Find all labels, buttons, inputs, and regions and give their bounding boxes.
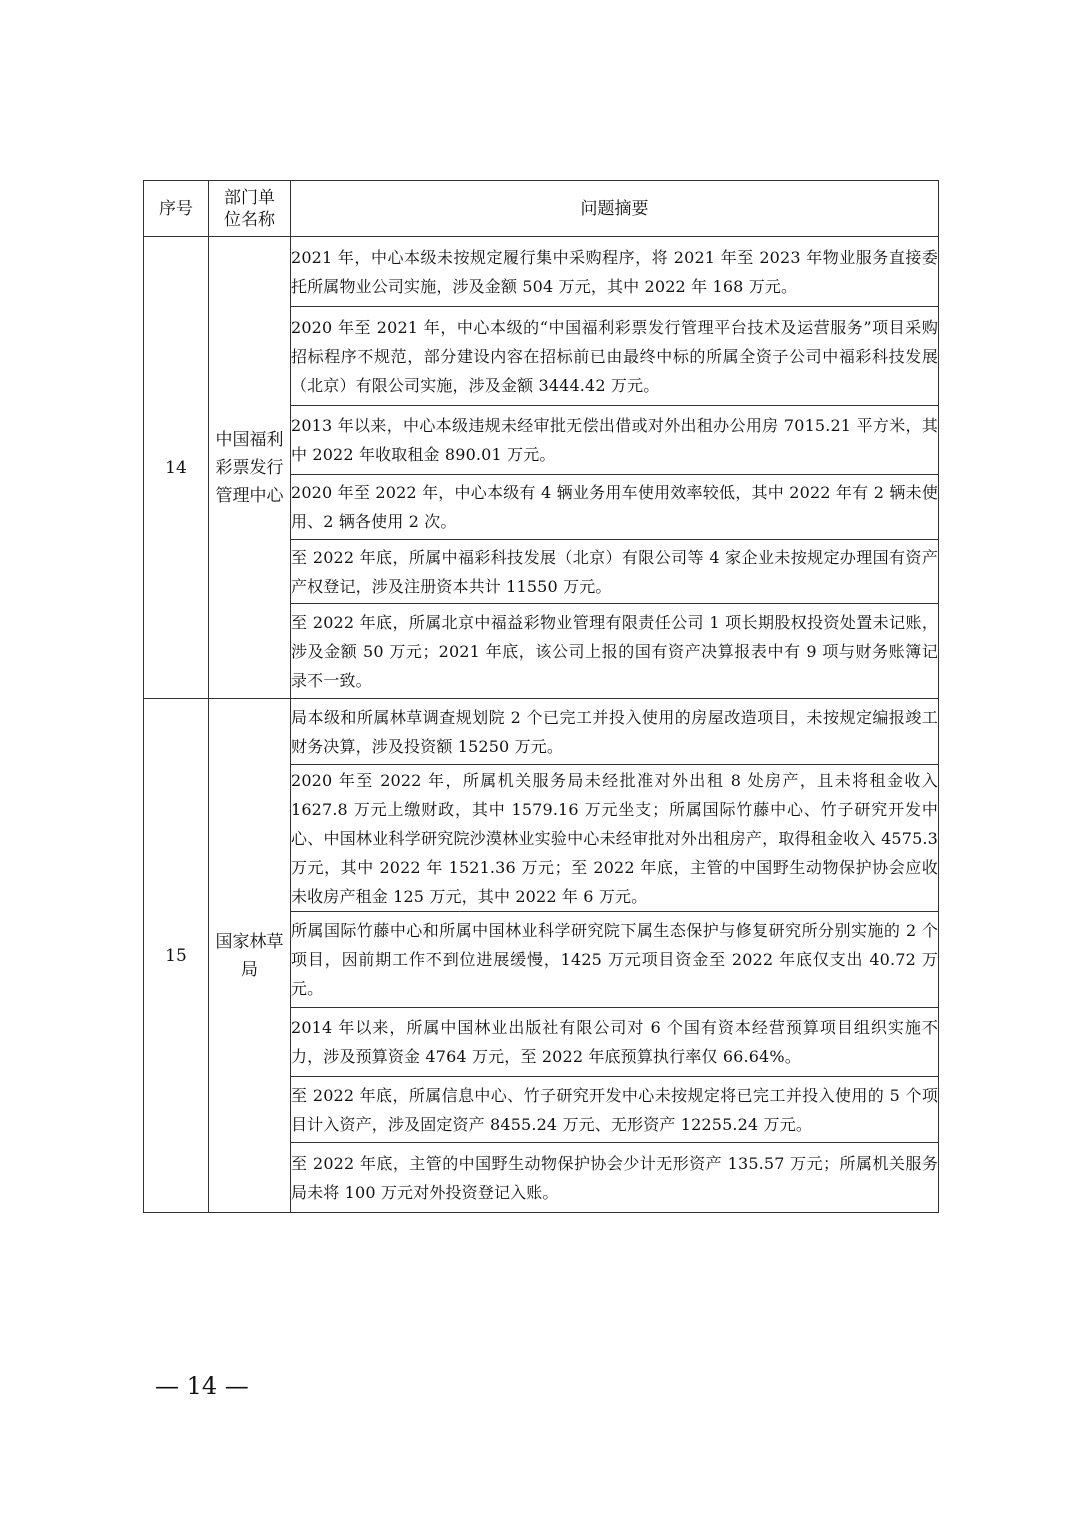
table-row [144, 699, 939, 765]
issue-cell: 2020 年至 2021 年，中心本级的“中国福利彩票发行管理平台技术及运营服务”项目采购招标程序不规范，部分建设内容在招标前已由最终中标的所属全资子公司中福彩科技发展（北京）有限公司实施，涉及金额 3444.42 万元。 [291, 307, 939, 406]
seq-cell: 14 [144, 237, 209, 699]
issue-cell: 2020 年至 2022 年，所属机关服务局未经批准对外出租 8 处房产，且未将租金收入 1627.8 万元上缴财政，其中 1579.16 万元坐支；所属国际竹藤中心、竹子研究开发中心、中国林业科学研究院沙漠林业实验中心未经审批对外出租房产，取得租金收入 4575.3 万元，其中 2022 年 1521.36 万元；至 2022 年底，主管的中国野生动物保护协会应收未收房产租金 125 万元，其中 2022 年 6 万元。 [291, 765, 939, 912]
issue-cell: 至 2022 年底，主管的中国野生动物保护协会少计无形资产 135.57 万元；所属机关服务局未将 100 万元对外投资登记入账。 [291, 1143, 939, 1213]
issue-cell: 所属国际竹藤中心和所属中国林业科学研究院下属生态保护与修复研究所分别实施的 2 个项目，因前期工作不到位进展缓慢，1425 万元项目资金至 2022 年底仅支出 40.72 万元。 [291, 912, 939, 1008]
issue-cell: 至 2022 年底，所属北京中福益彩物业管理有限责任公司 1 项长期股权投资处置未记账，涉及金额 50 万元；2021 年底，该公司上报的国有资产决算报表中有 9 项与财务账簿记录不一致。 [291, 604, 939, 699]
header-summary: 问题摘要 [291, 181, 939, 237]
issue-cell: 2021 年，中心本级未按规定履行集中采购程序，将 2021 年至 2023 年物业服务直接委托所属物业公司实施，涉及金额 504 万元，其中 2022 年 168 万元。 [291, 237, 939, 307]
table-row [144, 237, 939, 307]
issue-cell: 局本级和所属林草调查规划院 2 个已完工并投入使用的房屋改造项目，未按规定编报竣工财务决算，涉及投资额 15250 万元。 [291, 699, 939, 765]
seq-cell: 15 [144, 699, 209, 1213]
issue-cell: 2013 年以来，中心本级违规未经审批无偿出借或对外出租办公用房 7015.21 平方米，其中 2022 年收取租金 890.01 万元。 [291, 406, 939, 475]
header-seq: 序号 [144, 181, 209, 237]
issue-cell: 至 2022 年底，所属信息中心、竹子研究开发中心未按规定将已完工并投入使用的 5 个项目计入资产，涉及固定资产 8455.24 万元、无形资产 12255.24 万元。 [291, 1077, 939, 1143]
dept-cell: 国家林草局 [209, 699, 291, 1213]
dept-cell: 中国福利彩票发行管理中心 [209, 237, 291, 699]
page-number: — 14 — [155, 1372, 249, 1400]
issue-cell: 2014 年以来，所属中国林业出版社有限公司对 6 个国有资本经营预算项目组织实施不力，涉及预算资金 4764 万元，至 2022 年底预算执行率仅 66.64%。 [291, 1008, 939, 1077]
table-header-row [144, 181, 939, 237]
header-dept: 部门单位名称 [209, 181, 291, 237]
issue-cell: 至 2022 年底，所属中福彩科技发展（北京）有限公司等 4 家企业未按规定办理国有资产产权登记，涉及注册资本共计 11550 万元。 [291, 540, 939, 604]
issue-cell: 2020 年至 2022 年，中心本级有 4 辆业务用车使用效率较低，其中 2022 年有 2 辆未使用、2 辆各使用 2 次。 [291, 475, 939, 540]
audit-issues-table [143, 180, 939, 1213]
